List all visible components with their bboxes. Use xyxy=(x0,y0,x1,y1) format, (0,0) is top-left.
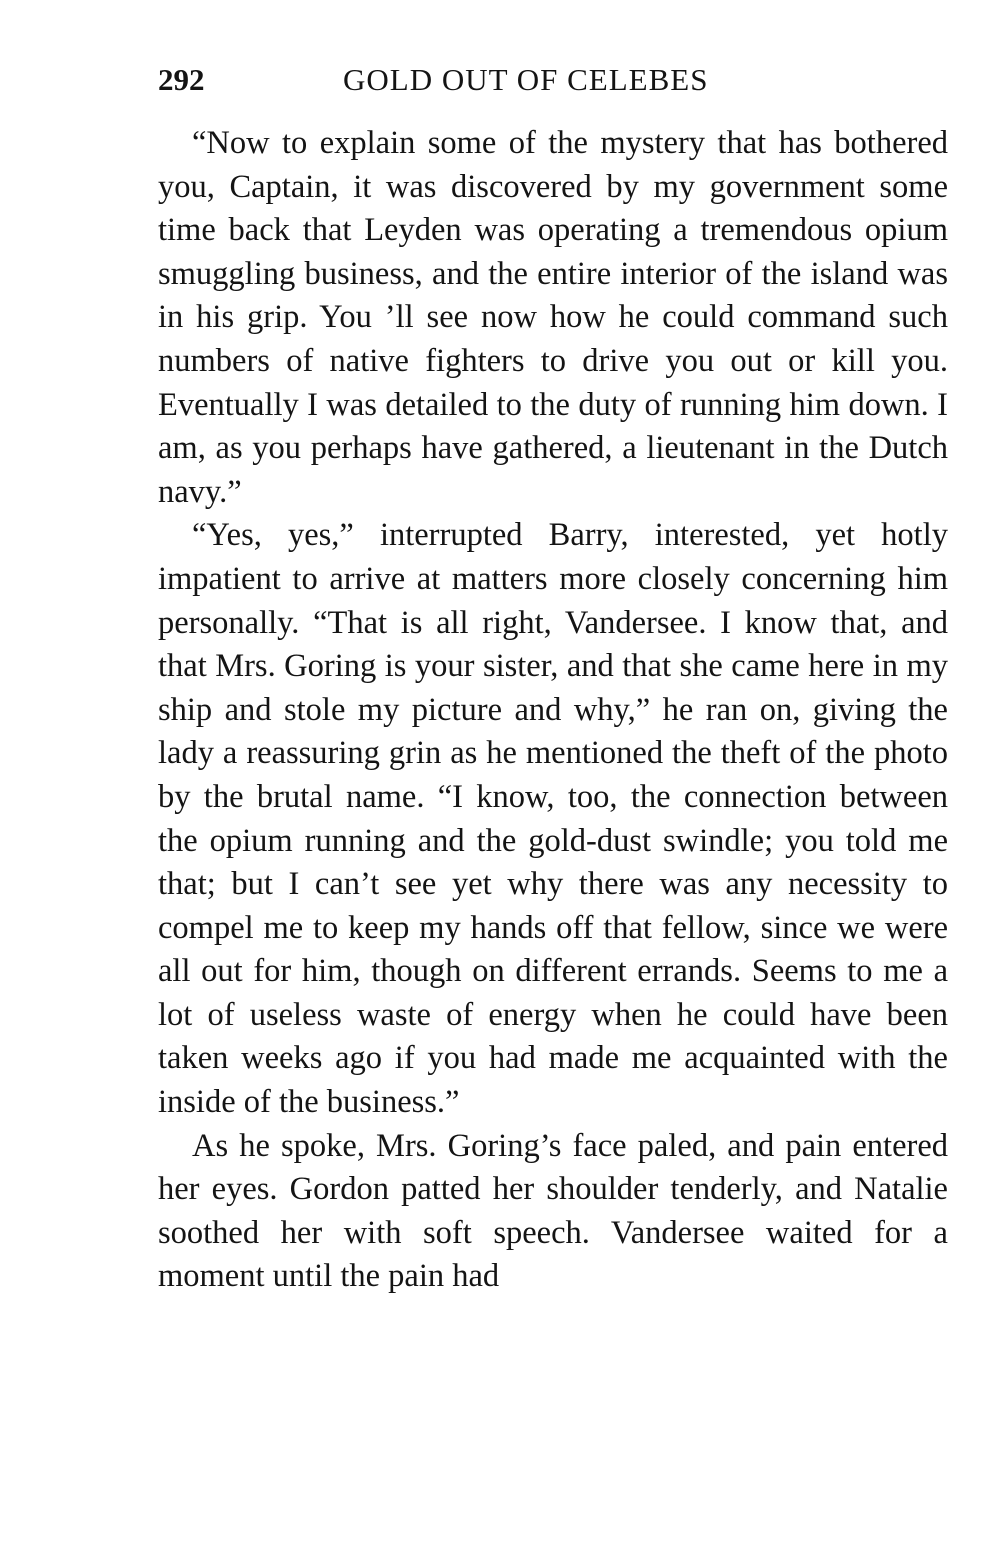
running-head xyxy=(158,58,948,102)
paragraph-1: “Now to explain some of the mystery that has bothered you, Captain, it was discovered by my government some time back that Leyden was operating a tremendous opium smuggling business, and the entire interior of the island was in his grip. You ’ll see now how he could command such numbers of native fighters to drive you out or kill you. Eventually I was detailed to the duty of running him down. I am, as you perhaps have gathered, a lieutenant in the Dutch navy.” xyxy=(158,125,948,510)
paragraph-2: “Yes, yes,” interrupted Barry, interested, yet hotly impatient to arrive at matters more closely concerning him personally. “That is all right, Vandersee. I know that, and that Mrs. Goring is your sister, and that she came here in my ship and stole my picture and why,” he ran on, giving the lady a reassuring grin as he mentioned the theft of the photo by the brutal name. “I know, too, the connection between the opium running and the gold-dust swindle; you told me that; but I can’t see yet why there was any necessity to compel me to keep my hands off that fellow, since we were all out for him, though on different errands. Seems to me a lot of useless waste of energy when he could have been taken weeks ago if you had made me acquainted with the inside of the business.” xyxy=(158,517,948,1121)
page-number: 292 xyxy=(158,62,205,97)
paragraph-3: As he spoke, Mrs. Goring’s face paled, and pain entered her eyes. Gordon patted her shoulder tenderly, and Natalie soothed her with soft speech. Vandersee waited for a moment until the pain had xyxy=(158,1127,948,1295)
body-text xyxy=(158,122,948,1299)
running-title: GOLD OUT OF CELEBES xyxy=(343,62,709,97)
